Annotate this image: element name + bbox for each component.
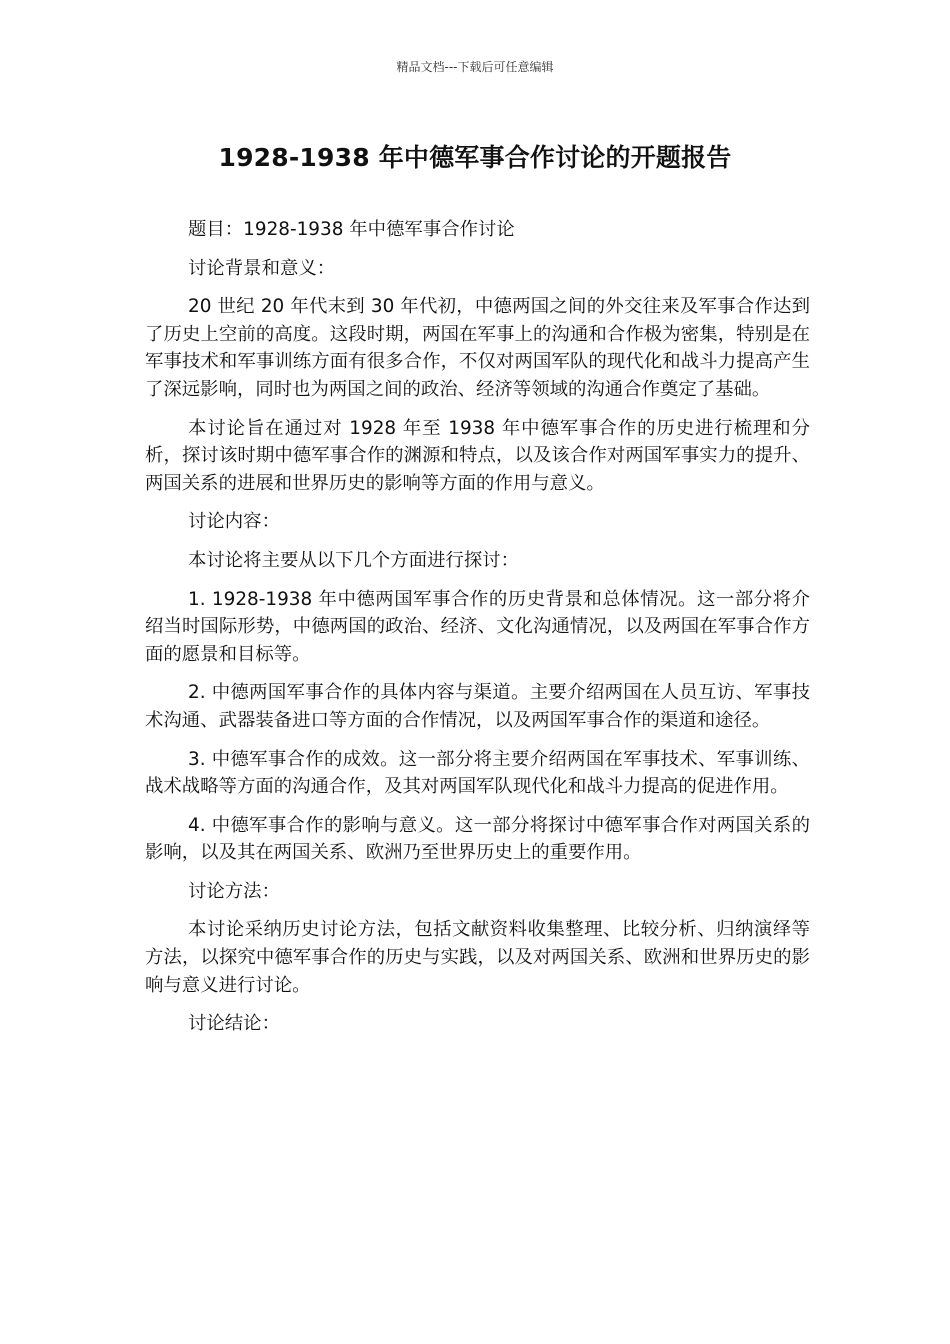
section-heading-background: 讨论背景和意义： bbox=[188, 257, 336, 279]
section-heading-content: 讨论内容： bbox=[188, 511, 280, 533]
paragraph-purpose: 本讨论旨在通过对 1928 年至 1938 年中德军事合作的历史进行梳理和分析，探讨该时期中德军事合作的渊源和特点，以及该合作对两国军事实力的提升、两国关系的进展和世界历史的影响等方面的作用与意义。 bbox=[145, 417, 810, 494]
list-item-2: 2. 中德两国军事合作的具体内容与渠道。主要介绍两国在人员互访、军事技术沟通、武器装备进口等方面的合作情况，以及两国军事合作的渠道和途径。 bbox=[145, 682, 810, 731]
document-title: 1928-1938 年中德军事合作讨论的开题报告 bbox=[218, 143, 732, 172]
section-heading-conclusion: 讨论结论： bbox=[188, 1013, 280, 1035]
list-item-1: 1. 1928-1938 年中德两国军事合作的历史背景和总体情况。这一部分将介绍当时国际形势，中德两国的政治、经济、文化沟通情况，以及两国在军事合作方面的愿景和目标等。 bbox=[145, 588, 810, 665]
paragraph-content-intro: 本讨论将主要从以下几个方面进行探讨： bbox=[188, 549, 520, 571]
paragraph-method: 本讨论采纳历史讨论方法，包括文献资料收集整理、比较分析、归纳演绎等方法，以探究中德军事合作的历史与实践，以及对两国关系、欧洲和世界历史的影响与意义进行讨论。 bbox=[145, 919, 810, 996]
list-item-4: 4. 中德军事合作的影响与意义。这一部分将探讨中德军事合作对两国关系的影响，以及其在两国关系、欧洲乃至世界历史上的重要作用。 bbox=[145, 814, 810, 864]
section-heading-method: 讨论方法： bbox=[188, 880, 280, 902]
topic-line: 题目：1928-1938 年中德军事合作讨论 bbox=[188, 219, 515, 240]
document-body bbox=[145, 216, 810, 1049]
paragraph-background: 20 世纪 20 年代末到 30 年代初，中德两国之间的外交往来及军事合作达到了历史上空前的高度。这段时期，两国在军事上的沟通和合作极为密集，特别是在军事技术和军事训练方面有很多合作，不仅对两国军队的现代化和战斗力提高产生了深远影响，同时也为两国之间的政治、经济等领域的沟通合作奠定了基础。 bbox=[145, 296, 810, 400]
list-item-3: 3. 中德军事合作的成效。这一部分将主要介绍两国在军事技术、军事训练、战术战略等方面的沟通合作，及其对两国军队现代化和战斗力提高的促进作用。 bbox=[145, 748, 810, 798]
header-note: 精品文档---下载后可任意编辑 bbox=[396, 60, 554, 74]
